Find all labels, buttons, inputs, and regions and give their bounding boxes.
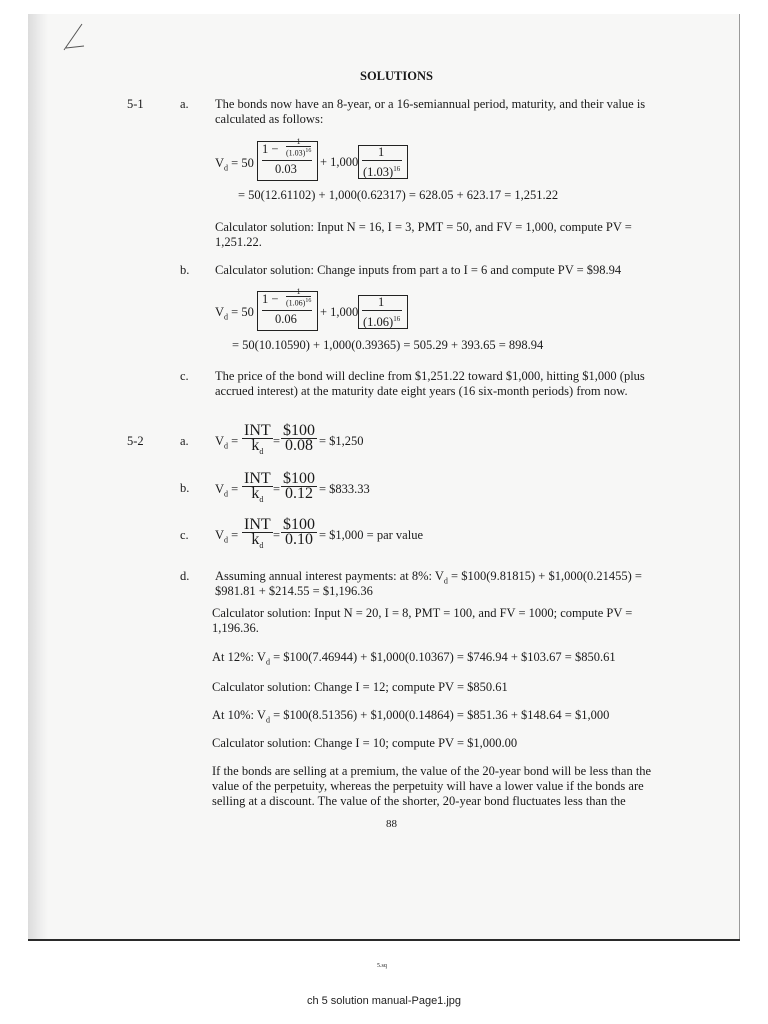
assumption-line2: $981.81 + $214.55 = $1,196.36 [215, 584, 373, 598]
page-title: SOLUTIONS [360, 69, 433, 83]
calculator-8pct: Calculator solution: Input N = 20, I = 8, PMT = 100, and FV = 1000; compute PV = 1,196.36. [212, 606, 633, 635]
formula-5-1b-vd: $V_d = 50$ [215, 305, 254, 322]
part-label-c: c. [180, 369, 189, 383]
fraction-bar [262, 160, 312, 161]
at-12-percent: At 12%: $V_d$ = $100(7.46944) + $1,000(0.10367) = $746.94 + $103.67 = $850.61 [212, 650, 616, 667]
calculator-12pct: Calculator solution: Change I = 12; compute PV = $850.61 [212, 680, 508, 694]
formula-b-plus: + 1,000 [320, 305, 359, 319]
bottom-mark: 5.sq [377, 963, 387, 969]
inner-fraction: 1 $(1.03)^{16}$ [286, 137, 312, 158]
problem-5-1b-intro: Calculator solution: Change inputs from part a to I = 6 and compute PV = $98.94 [215, 263, 622, 277]
at-10-percent: At 10%: $V_d$ = $100(8.51356) + $1,000(0.14864) = $851.36 + $148.64 = $1,000 [212, 708, 610, 725]
calc-5-1b: = 50(10.10590) + 1,000(0.39365) = 505.29 + 393.65 = 898.94 [232, 338, 544, 352]
page-edge-bottom [28, 939, 740, 941]
pen-mark [62, 20, 102, 54]
calc-5-1a: = 50(12.61102) + 1,000(0.62317) = 628.05 + 623.17 = 1,251.22 [238, 188, 559, 202]
part-label-2c: c. [180, 528, 189, 542]
assumption-line1: Assuming annual interest payments: at 8%: $V_d$ = $100(9.81815) + $1,000(0.21455) = [215, 569, 642, 586]
fraction-bar-2 [362, 160, 402, 161]
page-number: 88 [386, 818, 397, 830]
bracket-right [313, 141, 318, 181]
part-label-a: a. [180, 97, 189, 111]
premium-paragraph: If the bonds are selling at a premium, the value of the 20-year bond will be less than the value of the perpetuity, whereas the perpetuity will have a lower value if the bonds are selling at a discount. The value of the shorter, 20-year bond fluctuates less than the [212, 764, 652, 808]
formula-b-numerator: 1 − [262, 292, 279, 306]
problem-5-1c-text: The price of the bond will decline from $1,251.22 toward $1,000, hitting $1,000 (plus accrued interest) at the maturity date eight years (16 six-month periods) from now. [215, 369, 645, 398]
bracket-right-b [313, 291, 318, 331]
formula-b2-denominator: $(1.06)^{16}$ [363, 315, 401, 330]
image-caption: ch 5 solution manual-Page1.jpg [306, 995, 462, 1007]
formula2-numerator: 1 [378, 145, 385, 159]
problem-number-5-1: 5-1 [127, 97, 144, 111]
fraction-bar-b [262, 310, 312, 311]
calculator-5-1a: Calculator solution: Input N = 16, I = 3, PMT = 50, and FV = 1,000, compute PV = 1,251.22. [215, 220, 632, 249]
inner-fraction-b: 1 $(1.06)^{16}$ [286, 287, 312, 308]
problem-number-5-2: 5-2 [127, 434, 144, 448]
formula-numerator: 1 − [262, 142, 279, 156]
part-label-b: b. [180, 263, 190, 277]
fraction-bar-b2 [362, 310, 402, 311]
problem-5-1a-intro: The bonds now have an 8-year, or a 16-semiannual period, maturity, and their value is calculated as follows: [215, 97, 646, 126]
formula-b2-numerator: 1 [378, 295, 385, 309]
formula2-denominator: $(1.03)^{16}$ [363, 165, 401, 180]
part-label-2a: a. [180, 434, 189, 448]
formula-plus: + 1,000 [320, 155, 359, 169]
part-label-2d: d. [180, 569, 190, 583]
formula-b-denominator: 0.06 [275, 312, 297, 326]
formula-denominator: 0.03 [275, 162, 297, 176]
page-shadow [28, 14, 48, 939]
calculator-10pct: Calculator solution: Change I = 10; compute PV = $1,000.00 [212, 736, 518, 750]
page-edge-right [739, 14, 740, 939]
part-label-2b: b. [180, 481, 190, 495]
